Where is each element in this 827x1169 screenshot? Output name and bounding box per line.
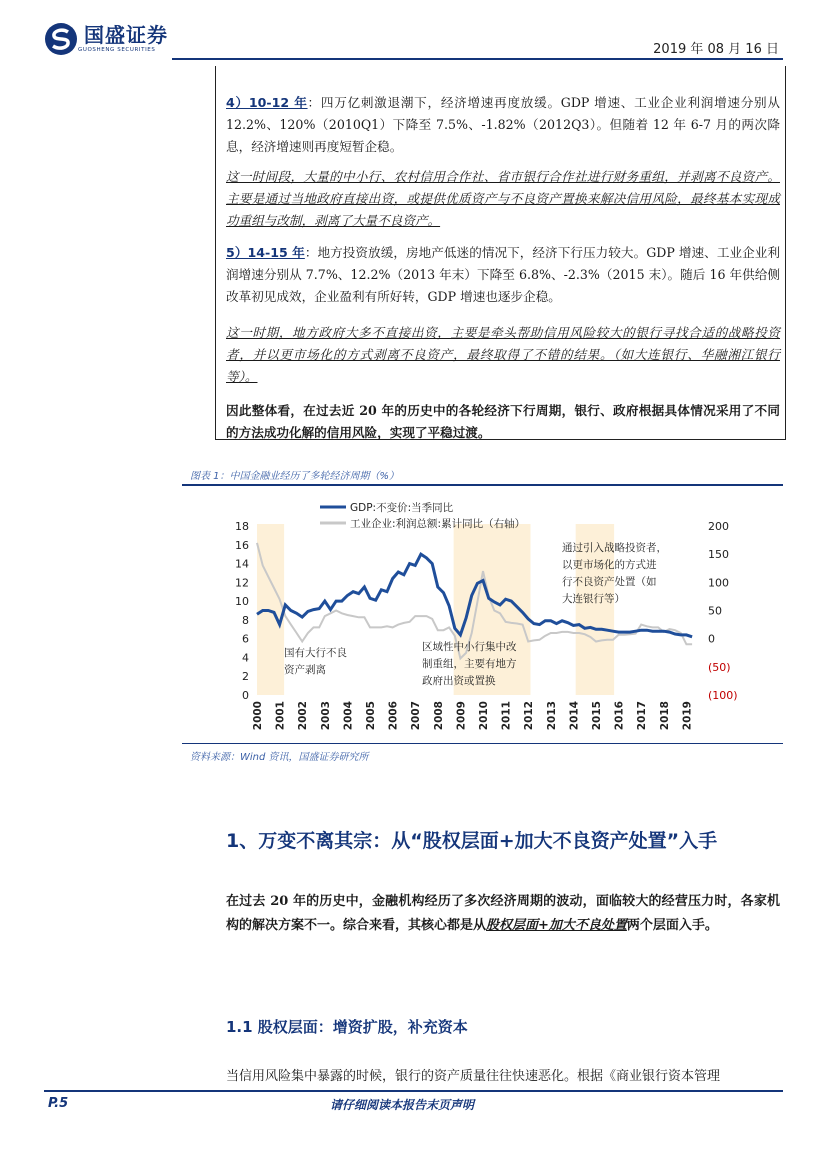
- x-tick-label: 2006: [387, 701, 400, 731]
- left-tick-label: 6: [242, 632, 249, 646]
- legend-label-gdp: GDP:不变价:当季同比: [350, 502, 454, 514]
- chart-source: 资料来源：Wind 资讯，国盛证券研究所: [190, 752, 369, 763]
- economic-cycle-chart: [182, 488, 782, 740]
- header-divider: [172, 58, 783, 60]
- x-tick-label: 2011: [500, 701, 513, 731]
- footer-disclaimer: 请仔细阅读本报告末页声明: [330, 1098, 475, 1112]
- x-tick-label: 2007: [410, 701, 423, 731]
- shaded-period-0: [257, 524, 284, 695]
- box-paragraph-1: 4）10-12 年：四万亿刺激退潮下，经济增速再度放缓。GDP 增速、工业企业利润增速分别从 12.2%、120%（2010Q1）下降至 7.5%、-1.82%（2012Q3）。但随着 12 年 6-7 月的两次降息，经济增速则再度短暂企稳。: [226, 95, 780, 154]
- left-tick-label: 4: [242, 651, 249, 665]
- box-paragraph-4: 这一时期，地方政府大多不直接出资，主要是牵头帮助信用风险较大的银行寻找合适的战略投资者，并以更市场化的方式剥离不良资产，最终取得了不错的结果。（如大连银行、华融湘江银行等）。: [226, 325, 780, 384]
- box-paragraph-3: 5）14-15 年：地方投资放缓，房地产低迷的情况下，经济下行压力较大。GDP 增速、工业企业利润增速分别从 7.7%、12.2%（2013 年末）下降至 6.8%、-2.3%（2015 末）。随后 16 年供给侧改革初见成效，企业盈利有所好转，GDP 增速也逐步企稳。: [226, 245, 780, 304]
- x-tick-label: 2003: [319, 701, 332, 731]
- left-tick-label: 18: [235, 520, 249, 533]
- x-tick-label: 2017: [636, 701, 649, 731]
- right-tick-label: 100: [708, 576, 729, 590]
- x-tick-label: 2001: [274, 701, 287, 731]
- right-tick-label: 0: [708, 632, 715, 646]
- right-tick-label: 150: [708, 548, 729, 562]
- left-tick-label: 12: [235, 576, 249, 590]
- legend-label-profit: 工业企业:利润总额:累计同比（右轴）: [350, 518, 526, 530]
- x-tick-label: 2016: [613, 701, 626, 731]
- chart-annotation-regional: 区域性中小行集中改 制重组，主要有地方 政府出资或置换: [422, 641, 517, 687]
- left-tick-label: 2: [242, 670, 249, 684]
- x-tick-label: 2000: [252, 701, 264, 731]
- section-1-1-title: 1.1 股权层面：增资扩股，补充资本: [226, 1018, 468, 1036]
- left-tick-label: 14: [235, 557, 249, 571]
- chart-annotation-strategic: 通过引入战略投资者， 以更市场化的方式进 行不良资产处置（如 大连银行等）: [562, 542, 667, 605]
- box-paragraph-2: 这一时间段，大量的中小行、农村信用合作社、省市银行合作社进行财务重组，并剥离不良资产。主要是通过当地政府直接出资，或提供优质资产与不良资产置换来解决信用风险，最终基本实现成功重组与改制，剥离了大量不良资产。: [226, 169, 780, 228]
- left-tick-label: 16: [235, 538, 249, 552]
- chart-bottom-rule: [182, 743, 783, 744]
- company-name: 国盛证券: [84, 23, 168, 47]
- x-tick-label: 2004: [342, 701, 355, 731]
- x-tick-label: 2015: [591, 701, 604, 731]
- section-1-1-paragraph: 当信用风险集中暴露的时候，银行的资产质量往往快速恶化。根据《商业银行资本管理: [226, 1069, 721, 1084]
- x-tick-label: 2010: [478, 701, 491, 731]
- x-tick-label: 2013: [545, 701, 558, 731]
- footer-divider: [44, 1090, 783, 1092]
- chart-annotation-state-banks: 国有大行不良 资产剥离: [284, 647, 347, 676]
- x-tick-label: 2002: [297, 701, 310, 731]
- right-tick-label: 50: [708, 604, 722, 618]
- x-tick-label: 2018: [658, 701, 671, 731]
- logo-icon: [44, 22, 78, 56]
- chart-top-rule: [182, 484, 783, 486]
- right-tick-label: (50): [708, 660, 731, 674]
- box-conclusion: 因此整体看，在过去近 20 年的历史中的各轮经济下行周期，银行、政府根据具体情况采用了不同的方法成功化解的信用风险，实现了平稳过渡。: [226, 403, 780, 440]
- period-heading-2: 5）14-15 年: [226, 245, 305, 260]
- report-date: 2019 年 08 月 16 日: [653, 42, 779, 57]
- section-1-title: 1、万变不离其宗：从“股权层面+加大不良资产处置”入手: [226, 830, 718, 852]
- period-heading-1: 4）10-12 年: [226, 95, 308, 110]
- x-tick-label: 2014: [568, 701, 581, 731]
- right-tick-label: 200: [708, 520, 729, 533]
- company-logo: [44, 22, 168, 56]
- x-tick-label: 2009: [455, 701, 468, 731]
- page-number: P.5: [48, 1096, 69, 1111]
- x-tick-label: 2019: [681, 701, 694, 731]
- chart-caption: 图表 1：中国金融业经历了多轮经济周期（%）: [190, 471, 400, 482]
- x-tick-label: 2012: [523, 701, 536, 731]
- left-tick-label: 8: [242, 613, 249, 627]
- x-tick-label: 2005: [365, 701, 378, 731]
- section-1-paragraph: 在过去 20 年的历史中，金融机构经历了多次经济周期的波动，面临较大的经营压力时，各家机构的解决方案不一。综合来看，其核心都是从股权层面+加大不良处置两个层面入手。: [226, 894, 780, 933]
- company-name-en: GUOSHENG SECURITIES: [78, 47, 156, 53]
- right-tick-label: (100): [708, 689, 738, 702]
- left-tick-label: 10: [235, 595, 249, 609]
- x-tick-label: 2008: [432, 701, 445, 731]
- left-tick-label: 0: [242, 689, 249, 702]
